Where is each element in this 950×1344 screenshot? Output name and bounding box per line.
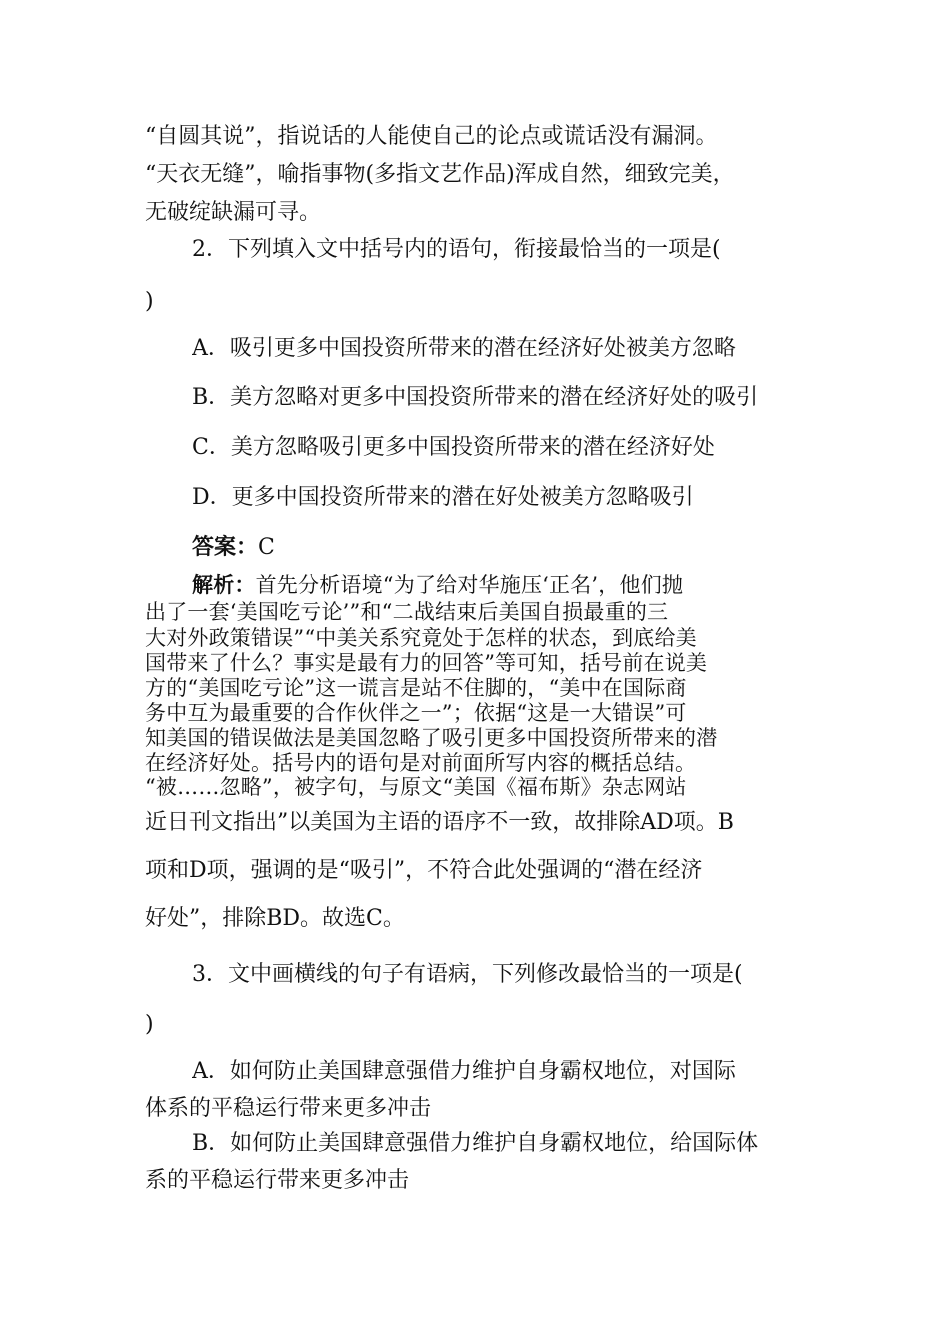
question-2-option-d: D．更多中国投资所带来的潜在好处被美方忽略吸引 [192,485,694,510]
question-3-stem-end: ) [145,1012,154,1037]
analysis-line: 方的“美国吃亏论”这一谎言是站不住脚的，“美中在国际商 [145,676,687,700]
analysis-line: 在经济好处。括号内的语句是对前面所写内容的概括总结。 [145,751,697,775]
question-2-option-c: C．美方忽略吸引更多中国投资所带来的潜在经济好处 [192,435,715,460]
analysis-line: 务中互为最重要的合作伙伴之一”；依据“这是一大错误”可 [145,701,687,725]
question-2-stem: 2．下列填入文中括号内的语句，衔接最恰当的一项是( [192,237,721,262]
intro-line-3: 无破绽缺漏可寻。 [145,200,322,225]
answer-label: 答案： [192,534,259,560]
analysis-line: 出了一套‘美国吃亏论’”和“二战结束后美国自损最重的三 [145,600,669,624]
analysis-line: 近日刊文指出”以美国为主语的语序不一致，故排除AD项。B [145,810,734,835]
answer-value: C [258,535,275,560]
analysis-label: 解析： [192,572,256,597]
question-3-option-a-cont: 体系的平稳运行带来更多冲击 [145,1096,432,1121]
analysis-line: 知美国的错误做法是美国忽略了吸引更多中国投资所带来的潜 [145,726,718,750]
question-3-option-b: B．如何防止美国肆意强借力维护自身霸权地位，给国际体 [192,1131,759,1156]
analysis-text-start: 首先分析语境“为了给对华施压‘正名’，他们抛 [255,573,684,597]
question-3-stem: 3．文中画横线的句子有语病，下列修改最恰当的一项是( [192,962,743,987]
question-3-option-b-cont: 系的平稳运行带来更多冲击 [145,1168,410,1193]
intro-line-2: “天衣无缝”，喻指事物(多指文艺作品)浑成自然，细致完美， [145,162,735,187]
analysis-first-line [192,570,810,600]
analysis-line: 国带来了什么？事实是最有力的回答”等可知，括号前在说美 [145,651,708,675]
question-3-option-a: A．如何防止美国肆意强借力维护自身霸权地位，对国际 [192,1059,736,1084]
intro-line-1: “自圆其说”，指说话的人能使自己的论点或谎话没有漏洞。 [145,124,718,149]
analysis-line: 大对外政策错误”“中美关系究竟处于怎样的状态，到底给美 [145,626,697,650]
analysis-line: “被……忽略”，被字句，与原文“美国《福布斯》杂志网站 [145,775,687,799]
question-2-option-a: A．吸引更多中国投资所带来的潜在经济好处被美方忽略 [192,336,736,361]
question-2-answer [192,532,810,563]
analysis-line: 项和D项，强调的是“吸引”，不符合此处强调的“潜在经济 [145,858,703,883]
question-2-stem-end: ) [145,289,154,314]
analysis-line: 好处”，排除BD。故选C。 [145,906,405,931]
question-2-option-b: B．美方忽略对更多中国投资所带来的潜在经济好处的吸引 [192,385,759,410]
